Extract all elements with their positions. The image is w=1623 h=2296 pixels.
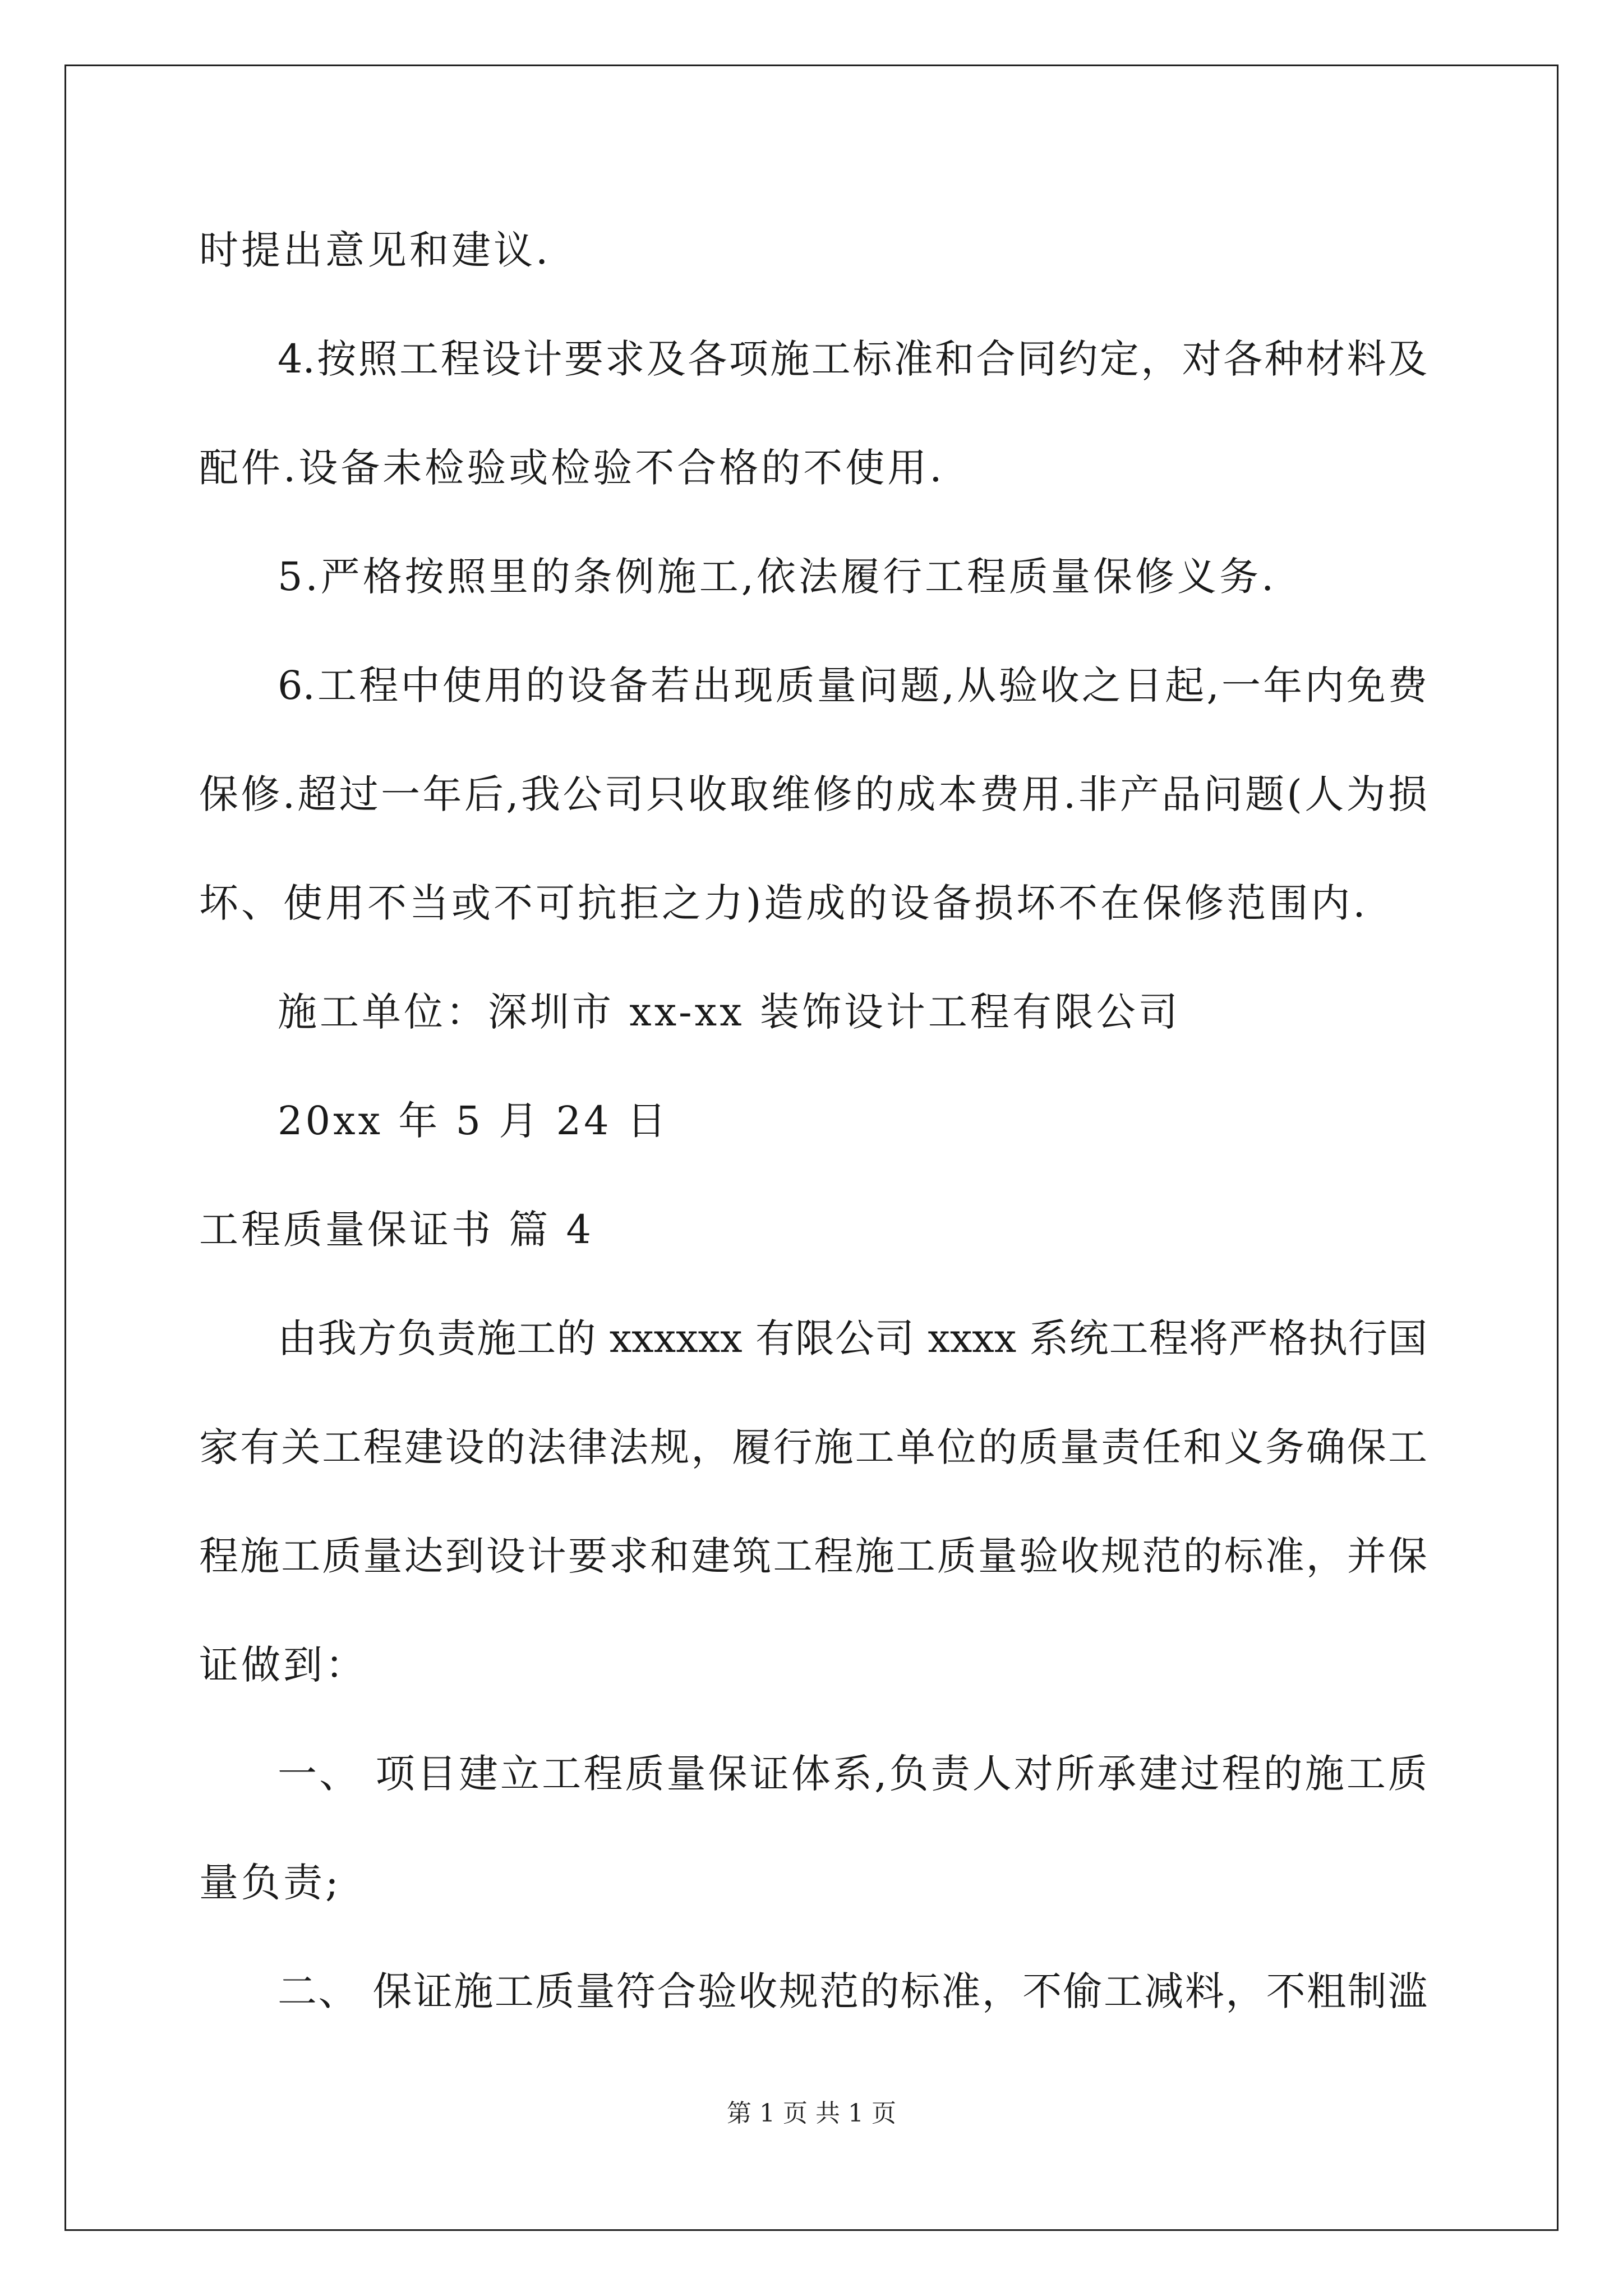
- paragraph-line: 6.工程中使用的设备若出现质量问题,从验收之日起,一年内免费: [278, 662, 1427, 708]
- list-item-line: 二、 保证施工质量符合验收规范的标准，不偷工减料，不粗制滥: [278, 1968, 1427, 2014]
- signature-date: 20xx 年 5 月 24 日: [278, 1098, 669, 1144]
- paragraph-line: 证做到：: [199, 1642, 367, 1688]
- paragraph-line: 家有关工程建设的法律法规，履行施工单位的质量责任和义务确保工: [199, 1424, 1427, 1470]
- paragraph-line: 保修.超过一年后,我公司只收取维修的成本费用.非产品问题(人为损: [199, 771, 1427, 817]
- paragraph-line: 5.严格按照里的条例施工,依法履行工程质量保修义务.: [278, 554, 1277, 600]
- paragraph-line: 坏、使用不当或不可抗拒之力)造成的设备损坏不在保修范围内.: [199, 880, 1368, 926]
- paragraph-line: 由我方负责施工的 xxxxxx 有限公司 xxxx 系统工程将严格执行国: [278, 1315, 1427, 1361]
- paragraph-line: 4.按照工程设计要求及各项施工标准和合同约定，对各种材料及: [278, 336, 1427, 382]
- paragraph-line: 时提出意见和建议.: [199, 227, 551, 273]
- list-item-line: 量负责;: [199, 1860, 342, 1906]
- paragraph-line: 配件.设备未检验或检验不合格的不使用.: [199, 445, 945, 491]
- page-footer: 第 1 页 共 1 页: [727, 2099, 896, 2128]
- signature-unit: 施工单位：深圳市 xx-xx 装饰设计工程有限公司: [278, 989, 1181, 1035]
- paragraph-line: 程施工质量达到设计要求和建筑工程施工质量验收规范的标准，并保: [199, 1533, 1427, 1579]
- section-heading: 工程质量保证书 篇 4: [199, 1207, 594, 1253]
- list-item-line: 一、 项目建立工程质量保证体系,负责人对所承建过程的施工质: [278, 1751, 1427, 1797]
